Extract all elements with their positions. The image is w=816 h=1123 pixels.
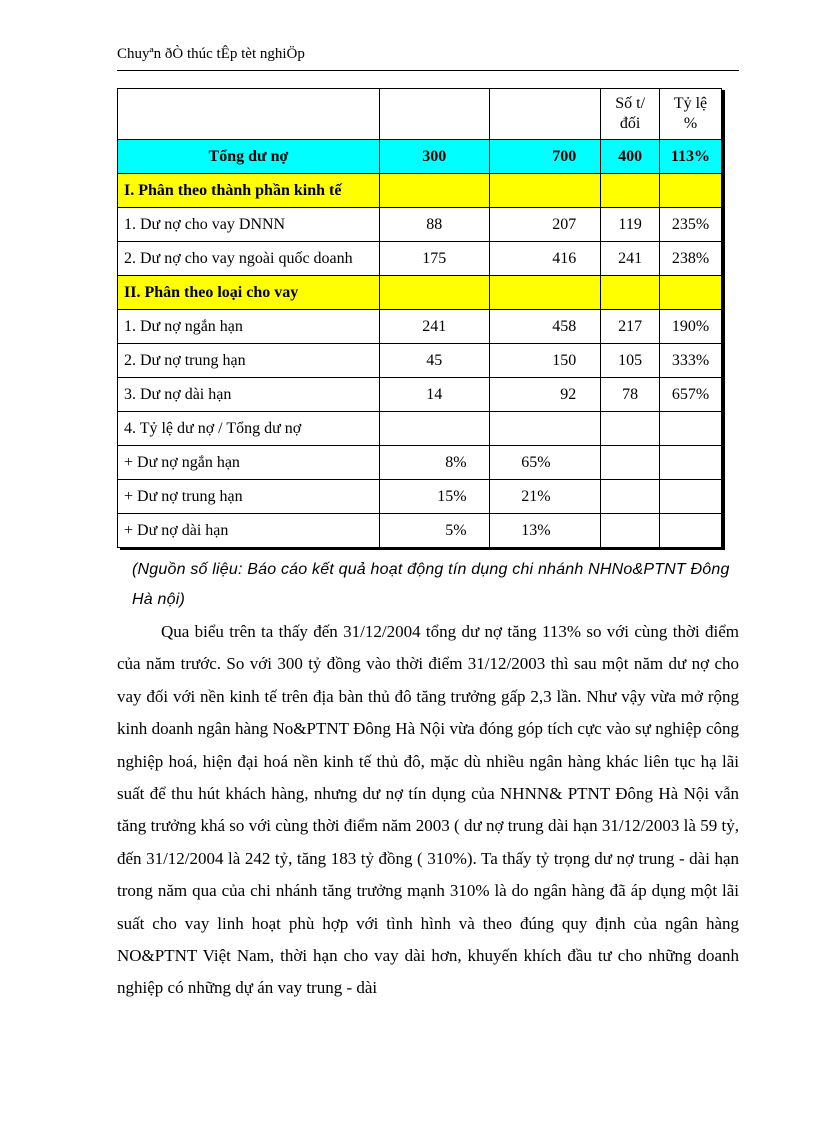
table-cell: 1. Dư nợ cho vay DNNN — [118, 208, 380, 242]
table-cell: 119 — [601, 208, 660, 242]
table-cell: 333% — [659, 344, 721, 378]
table-row — [118, 446, 722, 480]
table-cell: 92 — [489, 378, 601, 412]
table-cell: + Dư nợ trung hạn — [118, 480, 380, 514]
table-row — [118, 344, 722, 378]
table-cell: 190% — [659, 310, 721, 344]
table-cell: 14 — [379, 378, 489, 412]
table-cell: 15% — [379, 480, 489, 514]
table-row — [118, 378, 722, 412]
table-row — [118, 242, 722, 276]
table-cell — [489, 412, 601, 446]
table-cell: + Dư nợ dài hạn — [118, 514, 380, 548]
table-cell — [601, 446, 660, 480]
table-cell: 238% — [659, 242, 721, 276]
credit-table — [117, 88, 722, 548]
header-cell: Tỷ lệ % — [659, 89, 721, 140]
table-cell: 235% — [659, 208, 721, 242]
table-row — [118, 514, 722, 548]
table-cell — [659, 276, 721, 310]
table-cell — [379, 412, 489, 446]
table-cell: 207 — [489, 208, 601, 242]
table-cell: 113% — [659, 140, 721, 174]
table-cell: 458 — [489, 310, 601, 344]
table-row — [118, 480, 722, 514]
table-cell: 150 — [489, 344, 601, 378]
table-cell: 4. Tỷ lệ dư nợ / Tổng dư nợ — [118, 412, 380, 446]
table-cell: 217 — [601, 310, 660, 344]
header-cell: Số t/ đối — [601, 89, 660, 140]
header-cell — [489, 89, 601, 140]
table-cell — [601, 480, 660, 514]
table-row — [118, 140, 722, 174]
table-cell: 175 — [379, 242, 489, 276]
table-cell: + Dư nợ ngắn hạn — [118, 446, 380, 480]
table-cell — [601, 412, 660, 446]
table-row — [118, 412, 722, 446]
table-cell: 400 — [601, 140, 660, 174]
table-cell — [601, 514, 660, 548]
table-cell: 300 — [379, 140, 489, 174]
table-cell — [659, 412, 721, 446]
table-cell: 657% — [659, 378, 721, 412]
header-cell — [118, 89, 380, 140]
table-cell — [659, 174, 721, 208]
table-cell: 65% — [489, 446, 601, 480]
table-cell — [489, 276, 601, 310]
source-note: (Nguồn số liệu: Báo cáo kết quả hoạt động tín dụng chi nhánh NHNo&PTNT Đông Hà nội) — [132, 561, 730, 608]
table-row — [118, 276, 722, 310]
table-cell — [601, 174, 660, 208]
table-cell: 5% — [379, 514, 489, 548]
table-cell — [489, 174, 601, 208]
table-cell: 8% — [379, 446, 489, 480]
table-cell — [601, 276, 660, 310]
table-cell: 700 — [489, 140, 601, 174]
table-cell: 13% — [489, 514, 601, 548]
table-cell: 1. Dư nợ ngắn hạn — [118, 310, 380, 344]
table-cell: 2. Dư nợ trung hạn — [118, 344, 380, 378]
header-cell — [379, 89, 489, 140]
page-header-title: Chuyªn ðÒ thúc tÊp tèt nghiÖp — [117, 46, 305, 62]
table-cell — [659, 480, 721, 514]
table-cell: II. Phân theo loại cho vay — [118, 276, 380, 310]
table-cell: I. Phân theo thành phần kinh tế — [118, 174, 380, 208]
table-cell — [659, 514, 721, 548]
table-cell: 88 — [379, 208, 489, 242]
table-cell: Tổng dư nợ — [118, 140, 380, 174]
table-header-row — [118, 89, 722, 140]
body-text — [117, 616, 739, 1005]
table-cell — [659, 446, 721, 480]
table-cell: 2. Dư nợ cho vay ngoài quốc doanh — [118, 242, 380, 276]
table-row — [118, 174, 722, 208]
table-cell: 45 — [379, 344, 489, 378]
table-cell: 21% — [489, 480, 601, 514]
table-row — [118, 310, 722, 344]
table-cell — [379, 174, 489, 208]
table-cell: 241 — [601, 242, 660, 276]
table-cell: 105 — [601, 344, 660, 378]
table-cell: 241 — [379, 310, 489, 344]
table-cell: 78 — [601, 378, 660, 412]
table-cell — [379, 276, 489, 310]
table-cell: 416 — [489, 242, 601, 276]
table-cell: 3. Dư nợ dài hạn — [118, 378, 380, 412]
header-rule — [117, 70, 739, 71]
table-row — [118, 208, 722, 242]
paragraph: Qua biểu trên ta thấy đến 31/12/2004 tổng dư nợ tăng 113% so với cùng thời điểm của năm trước. So với 300 tỷ đồng vào thời điểm 31/12/2003 thì sau một năm dư nợ cho vay đối với nền kinh tế trên địa bàn thủ đô tăng trưởng gấp 2,3 lần. Như vậy vừa mở rộng kinh doanh ngân hàng No&PTNT Đông Hà Nội vừa đóng góp tích cực vào sự nghiệp công nghiệp hoá, hiện đại hoá nền kinh tế thủ đô, mặc dù nhiều ngân hàng khác liên tục hạ lãi suất để thu hút khách hàng, nhưng dư nợ tín dụng của NHNN& PTNT Đông Hà Nội vẫn tăng trưởng khá so với cùng thời điểm năm 2003 ( dư nợ trung dài hạn 31/12/2003 là 59 tỷ, đến 31/12/2004 là 242 tỷ, tăng 183 tỷ đồng ( 310%). Ta thấy tỷ trọng dư nợ trung - dài hạn trong năm qua của chi nhánh tăng trưởng mạnh 310% là do ngân hàng đã áp dụng một lãi suất cho vay linh hoạt phù hợp với tình hình và theo đúng quy định của ngân hàng NO&PTNT Việt Nam, thời hạn cho vay dài hơn, khuyến khích đầu tư cho những doanh nghiệp có những dự án vay trung - dài — [117, 622, 739, 998]
